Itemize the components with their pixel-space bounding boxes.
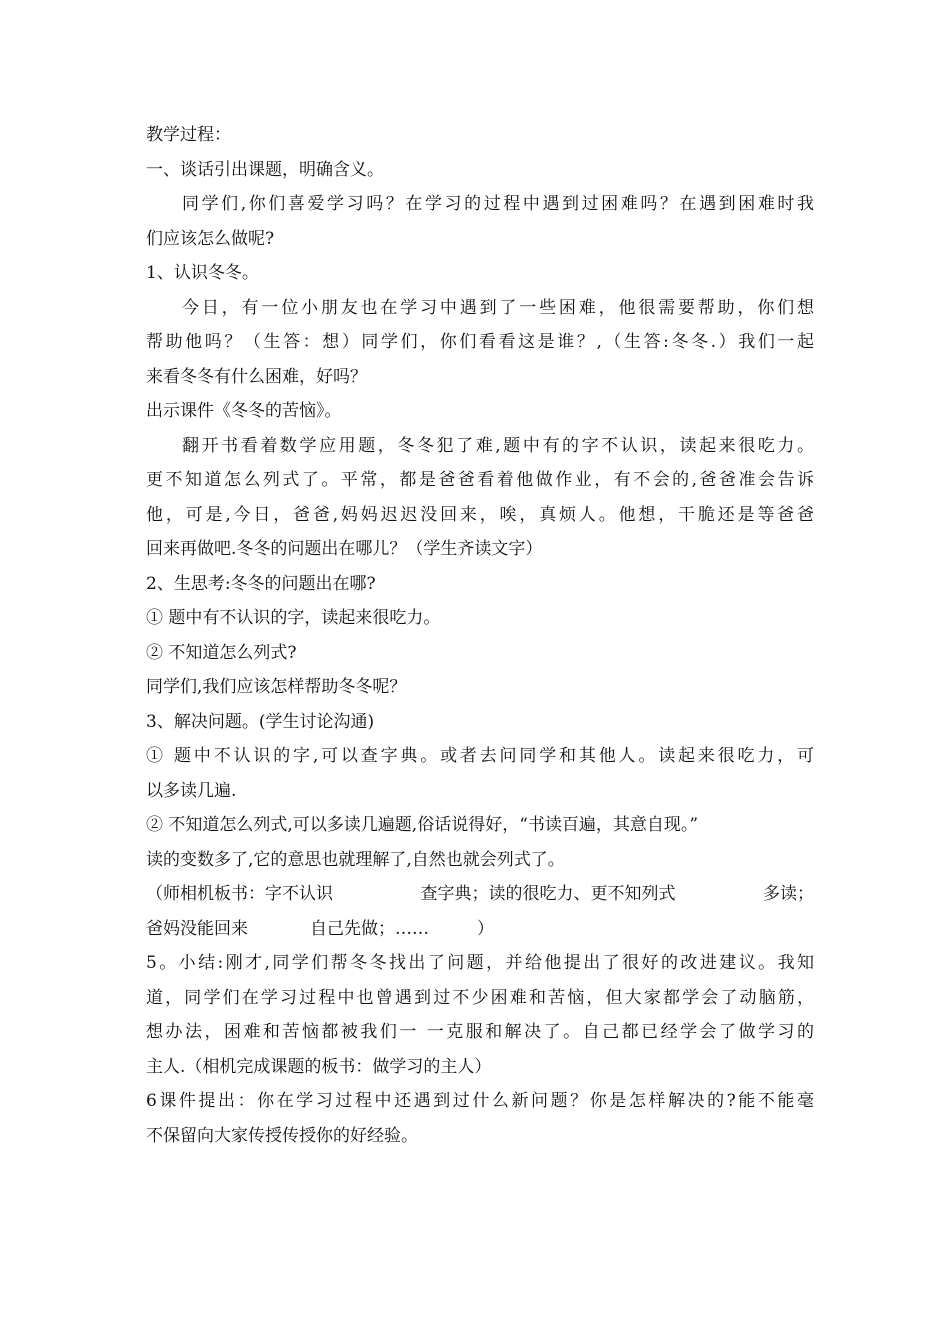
paragraph-line: 们应该怎么做呢?: [146, 228, 275, 249]
paragraph-line: 今日，有一位小朋友也在学习中遇到了一些困难，他很需要帮助，你们想: [182, 297, 814, 318]
step-title-1: 1、认识冬冬。: [146, 263, 259, 283]
paragraph-line: 不保留向大家传授传授你的好经验。: [146, 1125, 418, 1146]
list-item: ② 不知道怎么列式?: [146, 642, 297, 663]
section-title-intro: 一、谈话引出课题，明确含义。: [146, 159, 384, 180]
paragraph-line: 出示课件《冬冬的苦恼》。: [146, 401, 342, 421]
paragraph-line: 6课件提出：你在学习过程中还遇到过什么新问题？你是怎样解决的?能不能毫: [146, 1091, 814, 1111]
summary-line: 主人.（相机完成课题的板书：做学习的主人）: [146, 1056, 492, 1077]
summary-line: 想办法，困难和苦恼都被我们一 一克服和解决了。自己都已经学会了做学习的: [146, 1022, 814, 1042]
paragraph-line: 翻开书看着数学应用题，冬冬犯了难,题中有的字不认识，读起来很吃力。: [182, 435, 814, 456]
section-heading: 教学过程：: [146, 125, 231, 145]
summary-line: 道，同学们在学习过程中也曾遇到过不少困难和苦恼，但大家都学会了动脑筋，: [146, 987, 814, 1008]
paragraph-line: 同学们,你们喜爱学习吗？在学习的过程中遇到过困难吗？在遇到困难时我: [182, 194, 814, 214]
list-item: ① 题中有不认识的字，读起来很吃力。: [146, 608, 441, 628]
board-note: ）: [477, 918, 494, 939]
document-body: [146, 118, 814, 1153]
board-notes-line-2: [146, 912, 814, 947]
board-note: 爸妈没能回来: [146, 918, 248, 939]
paragraph-line: 帮助他吗？（生答：想）同学们，你们看看这是谁？,（生答:冬冬.）我们一起: [146, 332, 814, 352]
list-item: ② 不知道怎么列式,可以多读几遍题,俗话说得好，“书读百遍，其意自现。”: [146, 815, 699, 835]
paragraph-line: 更不知道怎么列式了。平常，都是爸爸看着他做作业，有不会的,爸爸准会告诉: [146, 470, 814, 490]
board-note: 多读；: [763, 884, 814, 904]
step-title-2: 2、生思考:冬冬的问题出在哪?: [146, 573, 376, 594]
paragraph-line: 同学们,我们应该怎样帮助冬冬呢？: [146, 677, 407, 697]
paragraph-line: 读的变数多了,它的意思也就理解了,自然也就会列式了。: [146, 849, 565, 870]
board-note: 查字典；读的很吃力、更不知列式: [420, 884, 676, 904]
paragraph-line: 来看冬冬有什么困难，好吗？: [146, 366, 367, 387]
paragraph-line: 他，可是,今日，爸爸,妈妈迟迟没回来，唉，真烦人。他想，干脆还是等爸爸: [146, 504, 814, 525]
step-title-3: 3、解决问题。(学生讨论沟通): [146, 711, 375, 732]
paragraph-line: 回来再做吧.冬冬的问题出在哪儿？（学生齐读文字）: [146, 539, 543, 559]
paragraph-line: 以多读几遍.: [146, 780, 237, 801]
list-item: ① 题中不认识的字,可以查字典。或者去问同学和其他人。读起来很吃力，可: [146, 746, 814, 766]
board-note: 自己先做；……: [310, 918, 429, 939]
summary-line: 5。小结:刚才,同学们帮冬冬找出了问题，并给他提出了很好的改进建议。我知: [146, 953, 814, 973]
board-note: （师相机板书：字不认识: [146, 884, 333, 904]
board-notes-line-1: [146, 877, 814, 912]
